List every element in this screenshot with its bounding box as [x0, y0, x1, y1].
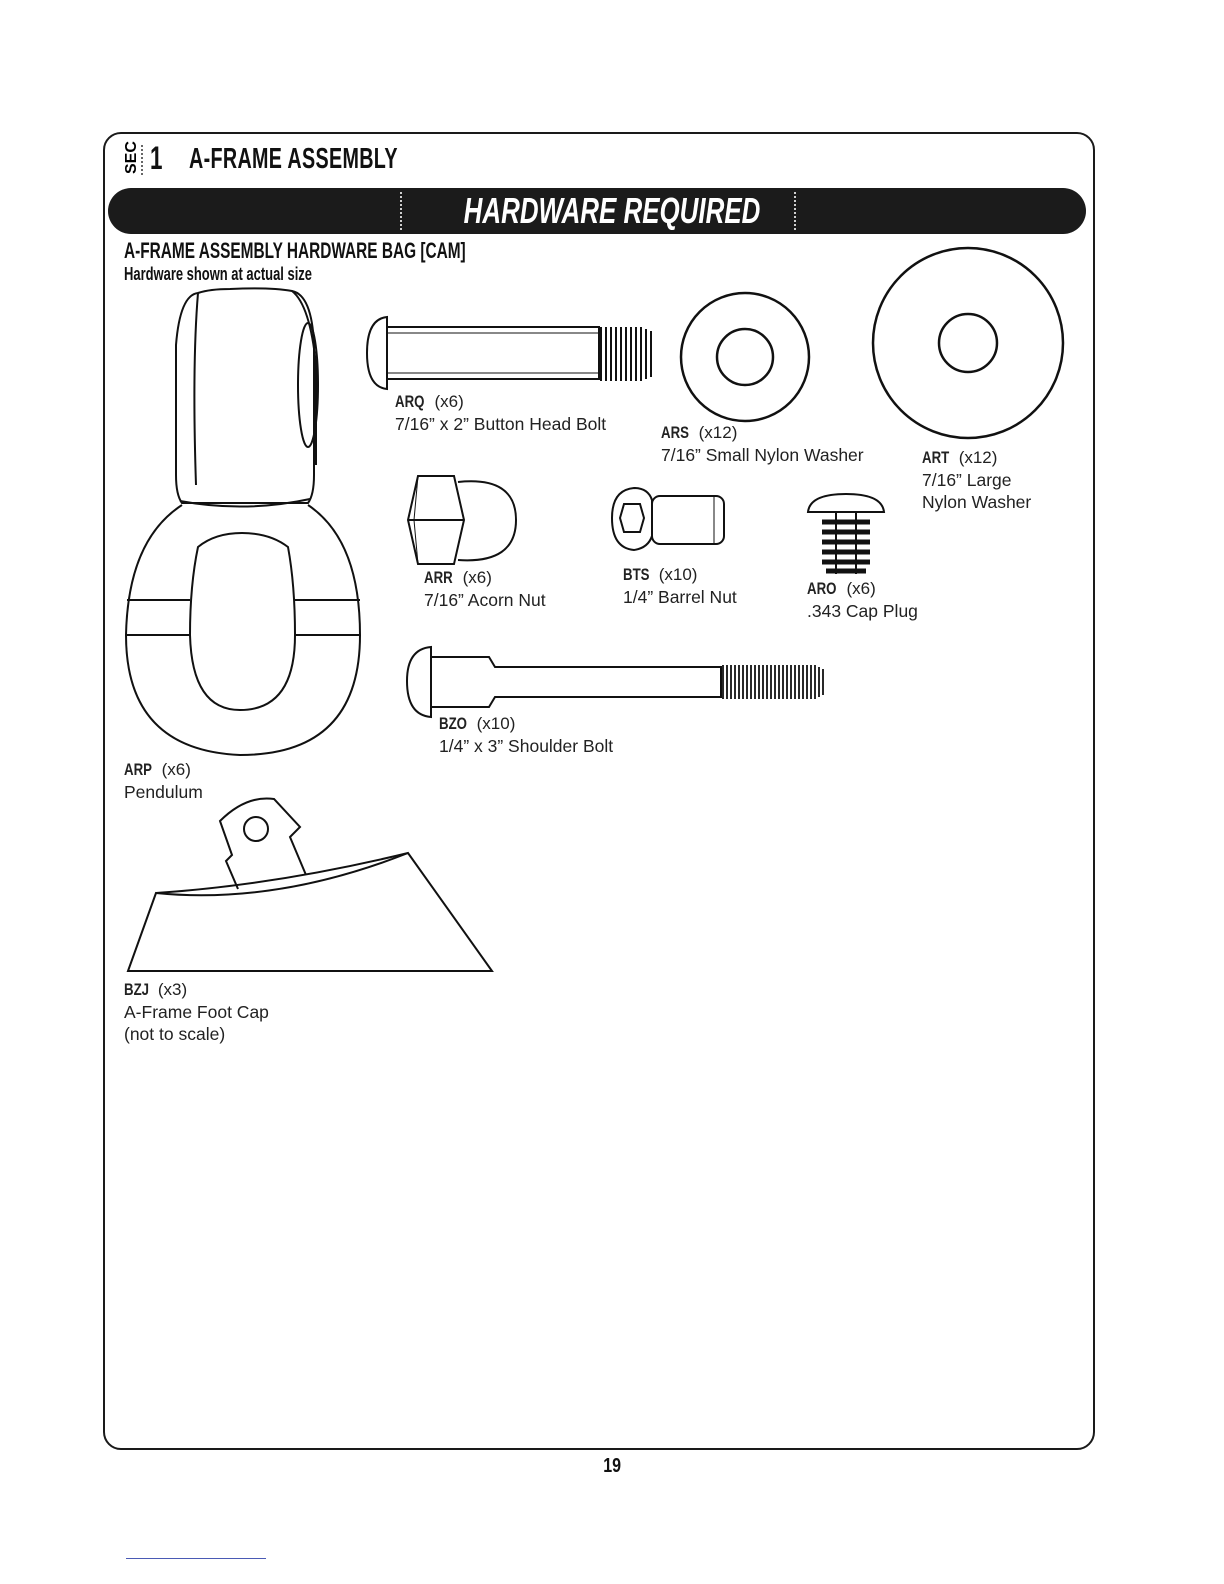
- banner-title: [0, 190, 1224, 232]
- part-aro-qty: (x6): [846, 579, 876, 598]
- part-ars-code: ARS: [661, 423, 690, 442]
- button-head-bolt-drawing: [365, 315, 655, 395]
- page-number: [0, 1455, 1224, 1478]
- part-bts-desc: 1/4” Barrel Nut: [623, 587, 737, 607]
- part-arp-desc: Pendulum: [124, 782, 203, 802]
- part-arr-code: ARR: [424, 568, 453, 587]
- hardware-bag-title: A-FRAME ASSEMBLY HARDWARE BAG [CAM]: [124, 238, 466, 263]
- part-bts: [623, 564, 737, 608]
- pendulum-drawing: [120, 285, 370, 765]
- part-arr: [424, 567, 546, 611]
- part-bzj-qty: (x3): [157, 980, 188, 999]
- part-bzo-code: BZO: [439, 714, 467, 733]
- banner-title-text: HARDWARE REQUIRED: [463, 190, 761, 231]
- part-bzj: [124, 979, 269, 1045]
- section-number: 1: [150, 140, 163, 176]
- part-aro-desc: .343 Cap Plug: [807, 601, 918, 621]
- section-title: A-FRAME ASSEMBLY: [189, 143, 398, 175]
- part-ars: [661, 422, 864, 466]
- part-art: [922, 447, 1031, 513]
- part-aro: [807, 578, 918, 622]
- section-label-text: SEC: [123, 141, 140, 174]
- hardware-bag-subtitle: Hardware shown at actual size: [124, 264, 312, 284]
- part-bzj-desc-line1: A-Frame Foot Cap: [124, 1002, 269, 1022]
- small-washer-drawing: [678, 290, 812, 424]
- part-arq-code: ARQ: [395, 392, 425, 411]
- part-art-code: ART: [922, 448, 950, 467]
- acorn-nut-drawing: [404, 472, 524, 572]
- part-art-desc-line1: 7/16” Large: [922, 470, 1012, 490]
- cap-plug-drawing: [806, 492, 886, 576]
- part-arq: [395, 391, 606, 435]
- footer-rule: [126, 1558, 266, 1559]
- barrel-nut-drawing: [608, 486, 734, 552]
- part-bzj-desc-line2: (not to scale): [124, 1024, 226, 1044]
- part-ars-qty: (x12): [698, 423, 738, 442]
- part-bzo: [439, 713, 613, 757]
- part-arp-code: ARP: [124, 760, 153, 779]
- part-bts-qty: (x10): [658, 565, 698, 584]
- part-aro-code: ARO: [807, 579, 837, 598]
- page-number-text: 19: [603, 1455, 621, 1477]
- part-arq-desc: 7/16” x 2” Button Head Bolt: [395, 414, 607, 434]
- shoulder-bolt-drawing: [403, 645, 831, 719]
- part-arr-qty: (x6): [462, 568, 492, 587]
- part-ars-desc: 7/16” Small Nylon Washer: [661, 445, 864, 465]
- part-art-desc-line2: Nylon Washer: [922, 492, 1032, 512]
- part-arq-qty: (x6): [434, 392, 464, 411]
- large-washer-drawing: [870, 245, 1066, 441]
- part-arr-desc: 7/16” Acorn Nut: [424, 590, 546, 610]
- part-bzo-desc: 1/4” x 3” Shoulder Bolt: [439, 736, 614, 756]
- part-art-qty: (x12): [958, 448, 998, 467]
- part-arp-qty: (x6): [161, 760, 191, 779]
- part-bts-code: BTS: [623, 565, 650, 584]
- section-label: [118, 143, 144, 175]
- part-bzj-code: BZJ: [124, 980, 150, 999]
- part-bzo-qty: (x10): [476, 714, 516, 733]
- foot-cap-drawing: [126, 793, 496, 975]
